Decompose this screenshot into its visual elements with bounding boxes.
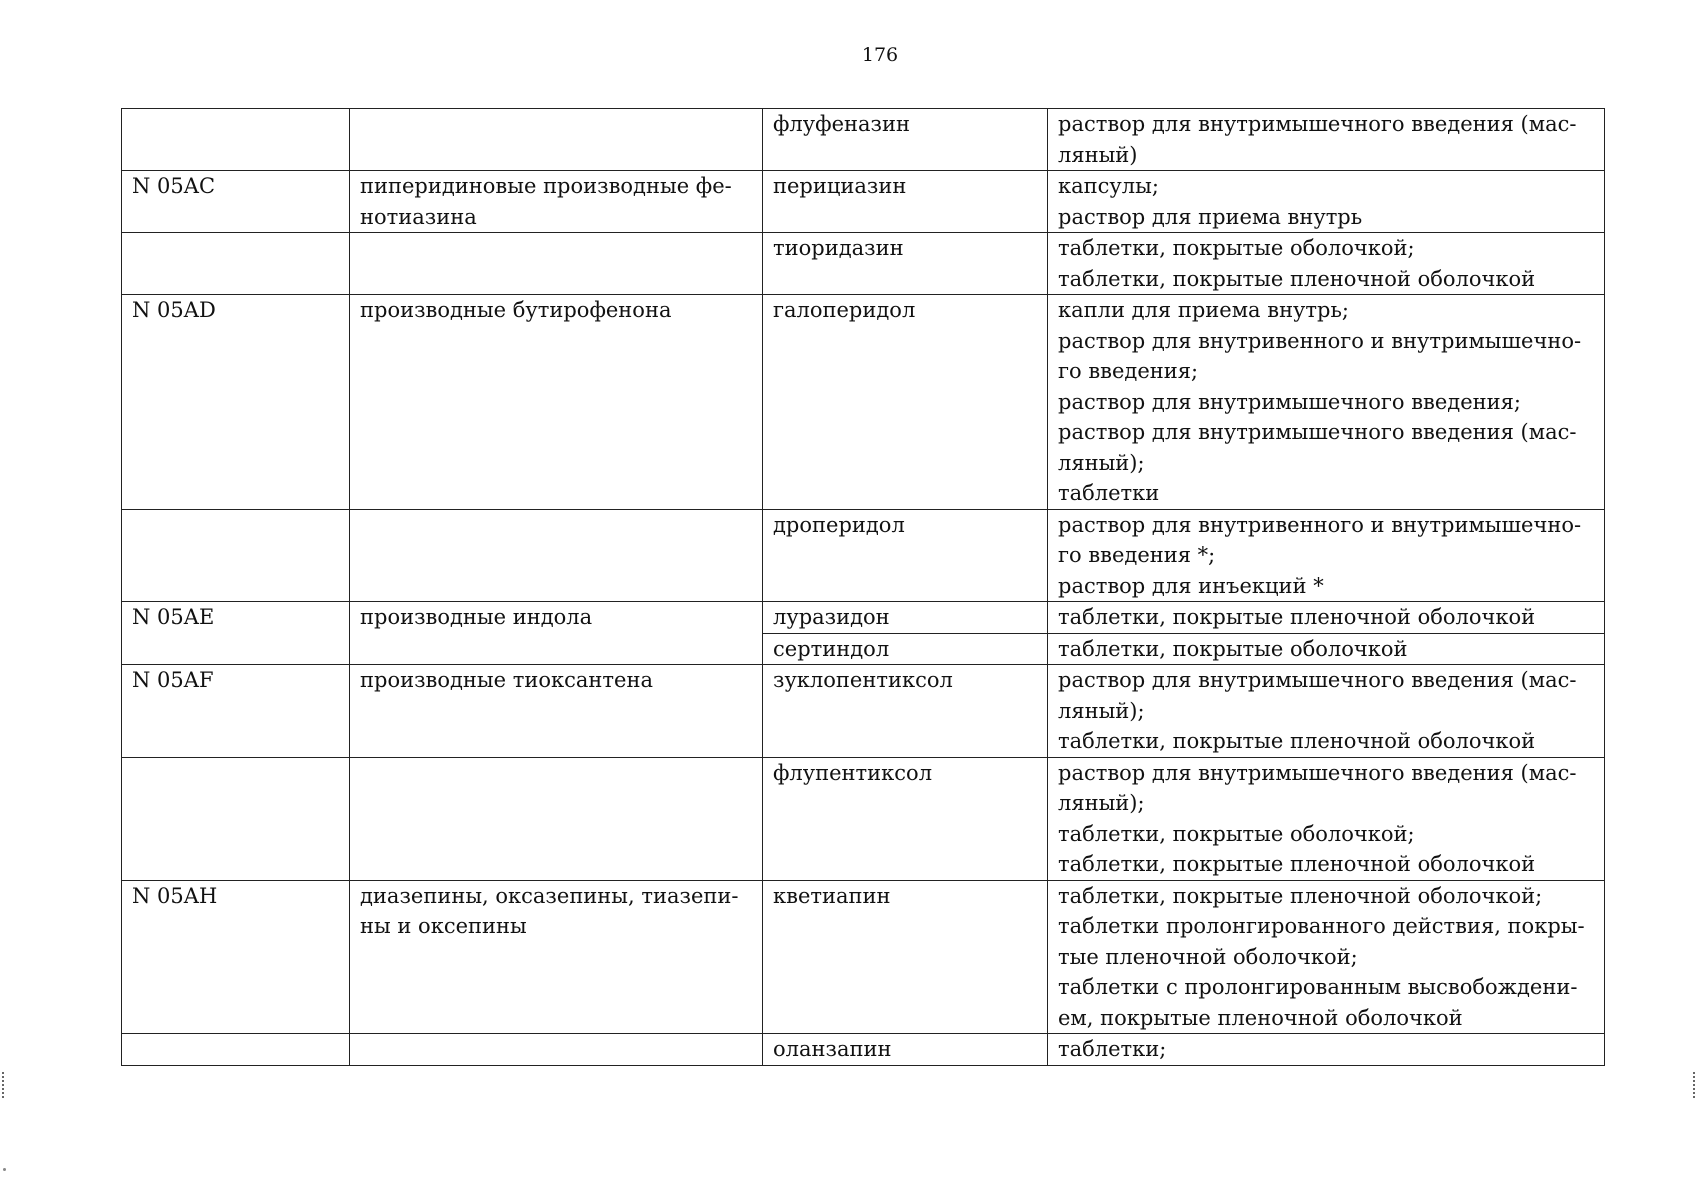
- atc-code-cell: N 05AC: [122, 171, 350, 233]
- drug-name-cell: галоперидол: [763, 295, 1048, 510]
- drug-name-cell: тиоридазин: [763, 233, 1048, 295]
- atc-code-cell: N 05AF: [122, 665, 350, 758]
- dosage-forms-cell: [1048, 633, 1605, 665]
- group-line: ны и оксепины: [360, 914, 527, 938]
- medication-table: [121, 108, 1605, 1066]
- dosage-forms-cell: [1048, 509, 1605, 602]
- scan-edge-mark: [2, 1072, 6, 1098]
- dosage-form-line: раствор для внутривенного и внутримышечно-: [1058, 328, 1582, 353]
- dosage-forms-cell: [1048, 109, 1605, 171]
- atc-code-cell: [122, 757, 350, 880]
- table-row: [122, 665, 1605, 758]
- table-row: [122, 233, 1605, 295]
- pharmacological-group-cell: [350, 757, 763, 880]
- atc-code-cell: [122, 1034, 350, 1066]
- dosage-form-line: таблетки;: [1058, 1037, 1167, 1061]
- group-line: производные индола: [360, 605, 593, 629]
- dosage-form-line: раствор для инъекций *: [1058, 573, 1324, 598]
- dosage-form-line: раствор для внутримышечного введения (мас-: [1058, 668, 1577, 692]
- dosage-forms-cell: [1048, 171, 1605, 233]
- pharmacological-group-cell: [350, 602, 763, 665]
- dosage-form-line: раствор для внутримышечного введения (мас-: [1058, 420, 1577, 444]
- pharmacological-group-cell: [350, 109, 763, 171]
- dosage-form-line: ляный);: [1058, 450, 1145, 475]
- pharmacological-group-cell: [350, 233, 763, 295]
- drug-name-cell: луразидон: [763, 602, 1048, 634]
- pharmacological-group-cell: [350, 171, 763, 233]
- dosage-form-line: таблетки: [1058, 481, 1160, 505]
- group-line: диазепины, оксазепины, тиазепи-: [360, 883, 739, 908]
- page-number: 176: [861, 44, 899, 66]
- drug-name-cell: зуклопентиксол: [763, 665, 1048, 758]
- scan-edge-mark: [1693, 1072, 1697, 1098]
- group-line: производные тиоксантена: [360, 668, 653, 692]
- pharmacological-group-cell: [350, 509, 763, 602]
- table-row: [122, 295, 1605, 510]
- dosage-form-line: го введения;: [1058, 359, 1199, 383]
- dosage-form-line: капли для приема внутрь;: [1058, 298, 1349, 322]
- dosage-forms-cell: [1048, 295, 1605, 510]
- dosage-forms-cell: [1048, 880, 1605, 1034]
- dosage-form-line: ляный): [1058, 142, 1138, 167]
- dosage-forms-cell: [1048, 233, 1605, 295]
- dosage-forms-cell: [1048, 757, 1605, 880]
- dosage-form-line: раствор для внутривенного и внутримышечно-: [1058, 512, 1582, 537]
- dosage-form-line: раствор для внутримышечного введения (мас-: [1058, 760, 1577, 785]
- dosage-forms-cell: [1048, 602, 1605, 634]
- dosage-form-line: ляный);: [1058, 698, 1145, 723]
- dosage-form-line: капсулы;: [1058, 174, 1159, 198]
- drug-name-cell: сертиндол: [763, 633, 1048, 665]
- dosage-form-line: таблетки, покрытые пленочной оболочкой: [1058, 605, 1536, 629]
- drug-name-cell: перициазин: [763, 171, 1048, 233]
- dosage-form-line: таблетки, покрытые пленочной оболочкой;: [1058, 883, 1543, 908]
- group-line: производные бутирофенона: [360, 298, 672, 322]
- dosage-form-line: таблетки, покрытые пленочной оболочкой: [1058, 729, 1536, 753]
- dosage-form-line: таблетки, покрытые оболочкой;: [1058, 821, 1415, 846]
- table-row: [122, 880, 1605, 1034]
- drug-name-cell: флуфеназин: [763, 109, 1048, 171]
- dosage-form-line: таблетки пролонгированного действия, покры-: [1058, 914, 1585, 938]
- dosage-form-line: таблетки, покрытые оболочкой;: [1058, 236, 1415, 260]
- group-line: нотиазина: [360, 204, 477, 229]
- drug-name-cell: кветиапин: [763, 880, 1048, 1034]
- dosage-form-line: тые пленочной оболочкой;: [1058, 944, 1358, 969]
- dosage-form-line: таблетки с пролонгированным высвобождени-: [1058, 975, 1578, 999]
- table-row: [122, 171, 1605, 233]
- pharmacological-group-cell: [350, 1034, 763, 1066]
- dosage-form-line: таблетки, покрытые пленочной оболочкой: [1058, 852, 1536, 876]
- table-row: [122, 1034, 1605, 1066]
- drug-name-cell: флупентиксол: [763, 757, 1048, 880]
- dosage-form-line: раствор для внутримышечного введения (мас-: [1058, 112, 1577, 136]
- atc-code-cell: N 05AH: [122, 880, 350, 1034]
- pharmacological-group-cell: [350, 295, 763, 510]
- atc-code-cell: N 05AE: [122, 602, 350, 665]
- dosage-form-line: го введения *;: [1058, 543, 1216, 567]
- group-line: пиперидиновые производные фе-: [360, 174, 732, 198]
- dosage-form-line: таблетки, покрытые пленочной оболочкой: [1058, 266, 1536, 291]
- atc-code-cell: [122, 109, 350, 171]
- atc-code-cell: [122, 509, 350, 602]
- dosage-form-line: ем, покрытые пленочной оболочкой: [1058, 1005, 1463, 1030]
- dosage-forms-cell: [1048, 1034, 1605, 1066]
- drug-name-cell: дроперидол: [763, 509, 1048, 602]
- atc-code-cell: [122, 233, 350, 295]
- dosage-form-line: ляный);: [1058, 791, 1145, 815]
- dosage-form-line: раствор для внутримышечного введения;: [1058, 389, 1521, 414]
- table-row: [122, 602, 1605, 634]
- scan-speck: [3, 1168, 6, 1171]
- pharmacological-group-cell: [350, 665, 763, 758]
- table-row: [122, 757, 1605, 880]
- atc-code-cell: N 05AD: [122, 295, 350, 510]
- pharmacological-group-cell: [350, 880, 763, 1034]
- dosage-form-line: раствор для приема внутрь: [1058, 204, 1363, 229]
- drug-name-cell: оланзапин: [763, 1034, 1048, 1066]
- table-row: [122, 509, 1605, 602]
- table-row: [122, 109, 1605, 171]
- dosage-form-line: таблетки, покрытые оболочкой: [1058, 636, 1408, 661]
- dosage-forms-cell: [1048, 665, 1605, 758]
